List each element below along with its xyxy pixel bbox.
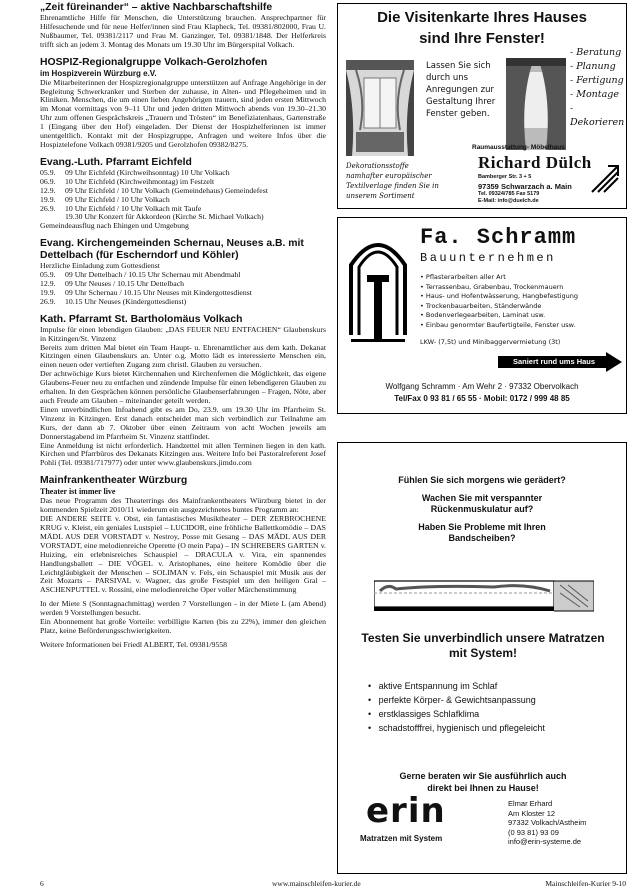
ad-duelch-services: - Beratung - Planung - Fertigung - Montage - Dekorieren <box>570 47 625 128</box>
ad-duelch-headline: Die Visitenkarte Ihres Hauses sind Ihre Fenster! <box>377 9 587 47</box>
erin-logo: erin <box>366 791 446 831</box>
ad-duelch-tagline: Raumausstattung- Möbelhaus <box>472 144 565 151</box>
service-item: • Bodenverlegearbeiten, Laminat usw. <box>420 311 546 319</box>
service-list <box>40 169 326 231</box>
ad-duelch-left-text: Dekorationsstoffe namhafter europäischer Textilverlage finden Sie in unserem Sortiment <box>346 162 439 200</box>
article-body: Weitere Informationen bei Friedl ALBERT, Tel. 09381/9558 <box>40 639 228 649</box>
ad-duelch <box>337 3 627 209</box>
left-column <box>40 2 326 650</box>
service-row: 19.9. 09 Uhr Schernau / 10.15 Uhr Neuses mit Kindergottesdienst <box>40 287 252 297</box>
mattress-illustration <box>374 573 594 617</box>
footer-issue: Mainschleifen-Kurier 9-10 <box>545 879 626 888</box>
article-body: Ehrenamtliche Hilfe für Menschen, die Unterstützung brauchen. Ansprechpartner für Hilfesuchende und für neue Helfer/innen sind Frau Klapheck, Tel. 09381/802000, Frau U. Nußbaumer, Tel. 09381/2117 und Frau M. Ganzinger, Tel. 09381/1848. Der Helferkreis trifft sich an jedem 3. Montag des Monats um 19.30 Uhr im Bürgerspital Volkach. <box>40 13 326 49</box>
ad-schramm-services <box>420 273 578 330</box>
bullet-item: • erstklassiges Schlafklima <box>368 709 480 719</box>
article-body: Bereits zum dritten Mal bietet ein Team Haupt- u. Ehrenamtlicher aus dem kath. Dekanat Kitzingen einen Glaubenskurs an. Unter o.g. Motto lädt es interessierte Menschen ein, einen neuen oder vertieften Zugang zum christl. Glauben zu versuchen. <box>40 342 326 370</box>
ad-schramm <box>337 217 627 414</box>
service-item: • Terrassenbau, Grabenbau, Trockenmauern <box>420 282 564 291</box>
service-row: 26.9. 10 Uhr Eichfeld / 10 Uhr Volkach mit Taufe <box>40 203 202 213</box>
article-intro: Herzliche Einladung zum Gottesdienst <box>40 261 160 271</box>
article-body: Einen unverbindlichen Infoabend gibt es am Do, 23.9. um 19.30 Uhr im Pfarrheim St. Vinzenz in Kitzingen. Erst danach entscheidet man sich verbindlich zur Teilnahme am Kurs, der dann ab 7. Oktober über einen Zeitraum von acht Wochen jeweils am Donnerstagabend im Pfarrheim St. Vinzenz stattfindet. <box>40 404 326 441</box>
service-row: 12.9. 09 Uhr Eichfeld / 10 Uhr Volkach (Gemeindehaus) Gemeindefest <box>40 185 268 195</box>
ad-schramm-arrow: Saniert rund ums Haus <box>498 352 622 372</box>
article-body: Der achtwöchige Kurs bietet Kirchennahen und Kirchenfernen die Möglichkeit, das eigene Glaubens-Feuer neu zu entfachen und zündende Impulse für einen lebendigeren Glauben zu erhalten. In den Gesprächen können persönliche Glaubenserfahrungen – Fragen, Nöte, aber auch Freude am Glauben – miteinander geteilt werden. <box>40 369 326 405</box>
article-title: „Zeit füreinander“ – aktive Nachbarschaftshilfe <box>40 2 273 13</box>
article-title: Kath. Pfarramt St. Bartholomäus Volkach <box>40 313 243 325</box>
building-logo-icon <box>347 225 409 347</box>
service-item: • Einbau genormter Baufertigteile, Fenster usw. <box>420 320 576 329</box>
service-row: 06.9. 10 Uhr Eichfeld (Kirchweihmontag) im Festzelt <box>40 176 215 186</box>
service-item: • Trockenbauarbeiten, Ständerwände <box>420 301 542 310</box>
ad-duelch-bubble: Lassen Sie sich durch uns Anregungen zur Gestaltung Ihrer Fenster geben. <box>426 61 496 119</box>
service-row: 26.9. 10.15 Uhr Neuses (Kindergottesdienst) <box>40 296 187 306</box>
bullet-item: • perfekte Körper- & Gewichtsanpassung <box>368 695 536 705</box>
ad-duelch-address: Bamberger Str. 3 + 5 97359 Schwarzach a. Main Tel. 09324/785 Fax 5179 E-Mail: info@duelch.de <box>478 174 572 204</box>
article-title: Mainfrankentheater Würzburg <box>40 475 188 487</box>
article-body: Eine Anmeldung ist nicht erforderlich. Handzettel mit allen Terminen liegen in den kath. Kirchen und Pfarrbüros des Dekanats Kitzingen aus. Weitere Info bei Pastoralreferent Josef Pohli (Tel. 09381/717977) oder unter www.glaubenskurs.jimdo.com <box>40 440 326 468</box>
service-item: • Pflasterarbeiten aller Art <box>420 273 506 281</box>
service-row: 05.9. 09 Uhr Eichfeld (Kirchweihsonntag) 10 Uhr Volkach <box>40 167 230 177</box>
arrow-logo-icon <box>590 164 620 194</box>
ad-erin-bullets <box>368 679 545 735</box>
article-body: Impulse für einen lebendigen Glauben: „DAS FEUER NEU ENTFACHEN“ Glaubenskurs in Kitzingen/St. Vinzenz <box>40 324 326 343</box>
article-body: DIE ANDERE SEITE v. Obst, ein fantastisches Musiktheater – DER ZERBROCHENE KRUG v. Kleist, ein geniales Lustspiel – LUCIDOR, eine fröhliche Ballettkomödie – DAS MÄDL AUS DER VORSTADT v. Nestroy, Posse mit Gesang – DAS MÄDL AUS DER VORSTADT, eine melodienreiche Operette (O mein Papa) – IN SCHREBERS GARTEN v. Huizing, ein erlebnisreiches Schauspiel – DRACULA v. Vira, ein spannendes Handlungsballett – DIE VÖGEL v. Aristophanes, eine heitere Komödie über die Leichtgläubigkeit der Menschen – SOLIMAN v. Fels, ein Schauspiel mit Musik aus der Zeit Mozarts – PARSIVAL v. Wagner, das große Festspiel um den heiligen Gral – ASCHENPUTTEL v. Rossini, eine melodienreiche Oper voller Märchenstimmung <box>40 514 326 595</box>
service-row-extra: Gemeindeausflug nach Ehingen und Umgebung <box>40 221 189 231</box>
service-item: • Haus- und Hofentwässerung, Hangbefestigung <box>420 292 578 300</box>
bullet-item: • aktive Entspannung im Schlaf <box>368 681 498 691</box>
ad-schramm-footer: Wolfgang Schramm · Am Wehr 2 · 97332 Obervolkach Tel/Fax 0 93 81 / 65 55 · Mobil: 0172 / 999 48 85 <box>385 382 579 403</box>
article-title: Evang.-Luth. Pfarramt Eichfeld <box>40 156 192 168</box>
ad-schramm-rent: LKW- (7,5t) und Minibaggervermietung (3t) <box>420 338 561 346</box>
article-subtitle: Theater ist immer live <box>40 487 116 497</box>
erin-logo-sub: Matratzen mit System <box>360 834 443 843</box>
service-row: 12.9. 09 Uhr Neuses / 10.15 Uhr Dettelbach <box>40 279 185 289</box>
curtain-photo <box>506 58 566 150</box>
article-body: Die Mitarbeiterinnen der Hospizregionalgruppe unterstützen auf Anfrage Angehörige in der Begleitung Schwerkranker und Sterben der zuhause, in Alten- und Pflegeheimen und in Kliniken. Menschen, die um einen lieben Angehörigen trauern, sind jeden ersten Mittwoch im Monat vormittags von 9–11 Uhr und jeden dritten Mittwoch abends von 19.30–21.30 Uhr zum offenen Gesprächskreis „Trauern und Trösten“ im Benefiziatenhaus, Gartenstraße 1 (Eingang über den Hof) eingeladen. Der Dienst der Hospizhelferinnen ist immer unentgeltlich. Kontakt mit der Hospizgruppe, Anfragen und weitere Infos über die Hospiztelefone Volkach 09381/9205 und Gerolzhofen 09382/8275. <box>40 77 326 149</box>
article-subtitle: im Hospizverein Würzburg e.V. <box>40 68 157 78</box>
article-title: HOSPIZ-Regionalgruppe Volkach-Gerolzhofen <box>40 56 268 68</box>
ad-duelch-name: Richard Dülch <box>478 153 592 172</box>
article-body: Das neue Programm des Theaterrings des Mainfrankentheaters Würzburg bietet in der kommenden Spielzeit 2010/11 wiederum ein ausgezeichnetes buntes Programm an: <box>40 496 326 515</box>
window-photo <box>346 60 414 156</box>
service-row: 05.9. 09 Uhr Dettelbach / 10.15 Uhr Schernau mit Abendmahl <box>40 270 241 280</box>
ad-schramm-name: Fa. Schramm <box>420 225 577 250</box>
ad-erin-contact: Elmar Erhard Am Kloster 12 97332 Volkach/Astheim (0 93 81) 93 09 info@erin-systeme.de <box>508 799 587 846</box>
ad-erin-test: Testen Sie unverbindlich unsere Matratzen mit System! <box>361 631 605 660</box>
bullet-item: • schadstofffrei, hygienisch und pflegeleicht <box>368 723 545 733</box>
ad-erin-advice: Gerne beraten wir Sie ausführlich auch direkt bei Ihnen zu Hause! <box>399 771 567 793</box>
page-footer <box>40 879 626 889</box>
article-title: Evang. Kirchengemeinden Schernau, Neuses a.B. mit Dettelbach (für Escherndorf und Köhler) <box>40 238 304 262</box>
service-row-extra: 19.30 Uhr Konzert für Akkordeon (Kirche St. Michael Volkach) <box>65 212 264 222</box>
footer-url[interactable]: www.mainschleifen-kurier.de <box>272 879 361 888</box>
ad-erin-questions: Fühlen Sie sich morgens wie gerädert? Wachen Sie mit verspannter Rückenmuskulatur auf? Haben Sie Probleme mit Ihren Bandscheiben? <box>398 475 566 543</box>
ad-erin <box>337 442 627 874</box>
article-body: Ein Abonnement hat große Vorteile: verbilligte Karten (bis zu 22%), immer den gleichen Platz, keine Beförderungsschwierigkeiten. <box>40 617 326 635</box>
ad-schramm-sub: Bauunternehmen <box>420 251 556 265</box>
article-body: In der Miete S (Sonntagnachmittag) werden 7 Vorstellungen - in der Miete L (am Abend) werden 9 Vorstellungen besucht. <box>40 599 326 618</box>
service-row: 19.9. 09 Uhr Eichfeld / 10 Uhr Volkach <box>40 194 170 204</box>
service-list <box>40 271 326 307</box>
page-number: 6 <box>40 879 44 888</box>
